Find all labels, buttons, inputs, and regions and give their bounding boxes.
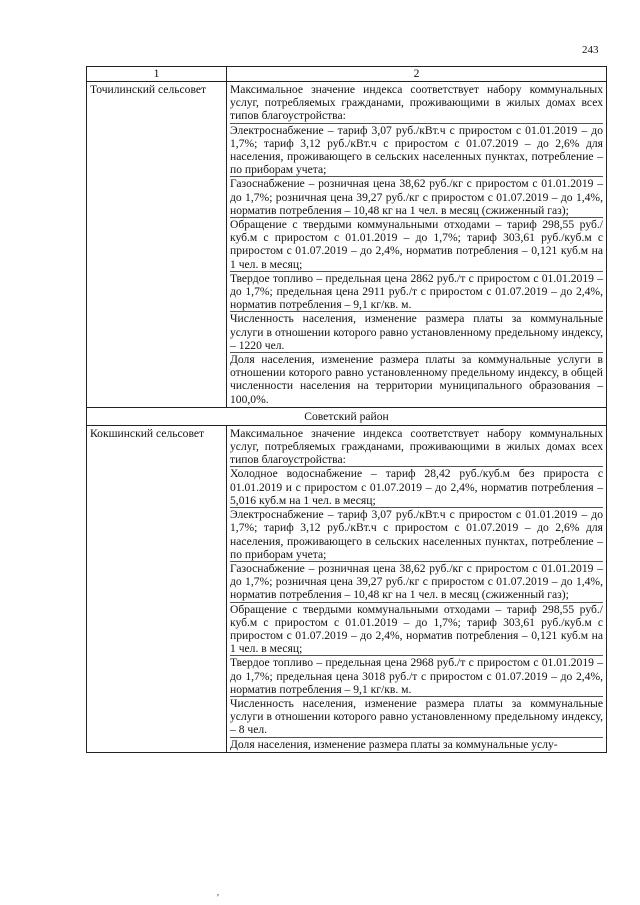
region-title: Советский район [87, 407, 607, 425]
table-row-kokshinsky [87, 425, 607, 752]
paragraph-gas: Газоснабжение – розничная цена 38,62 руб./кг с приростом с 01.01.2019 – до 1,7%; розничная цена 39,27 руб./кг с приростом с 01.07.2019 – до 1,4%, норматив потребления – 10,48 кг на 1 чел. в месяц (сжиженный газ); [230, 177, 603, 217]
paragraph-solid-fuel: Твердое топливо – предельная цена 2968 руб./т с приростом с 01.01.2019 – до 1,7%; предельная цена 3018 руб./т с приростом с 01.07.2019 – до 2,4%, норматив потребления – 9,1 кг/кв. м. [230, 656, 603, 696]
paragraph-waste: Обращение с твердыми коммунальными отходами – тариф 298,55 руб./куб.м с приростом с 01.01.2019 – до 1,7%; тариф 303,61 руб./куб.м с приростом с 01.07.2019 – до 2,4%, норматив потребления – 0,121 куб.м на 1 чел. в месяц; [230, 602, 603, 656]
region-row [87, 407, 607, 425]
municipality-name: Точилинский сельсовет [87, 82, 227, 408]
footer-mark: ′ [217, 893, 220, 904]
row-description [227, 425, 607, 752]
column-header-1: 1 [87, 67, 227, 82]
table-row-tochilinsky [87, 82, 607, 408]
paragraph-intro: Максимальное значение индекса соответствует набору коммунальных услуг, потребляемых гражданами, проживающими в жилых домах всех типов благоустройства: [230, 83, 603, 123]
paragraph-solid-fuel: Твердое топливо – предельная цена 2862 руб./т с приростом с 01.01.2019 – до 1,7%; предельная цена 2911 руб./т с приростом с 01.07.2019 – до 2,4%, норматив потребления – 9,1 кг/кв. м. [230, 271, 603, 312]
page-number: 243 [582, 44, 599, 56]
paragraph-population: Численность населения, изменение размера платы за коммунальные услуги в отношении которого равно установленному предельному индексу, – 1220 чел. [230, 312, 603, 352]
municipality-name: Кокшинский сельсовет [87, 425, 227, 752]
index-table [86, 66, 607, 753]
table-header-row [87, 67, 607, 82]
paragraph-electricity: Электроснабжение – тариф 3,07 руб./кВт.ч с приростом с 01.01.2019 – до 1,7%; тариф 3,12 руб./кВт.ч с приростом с 01.07.2019 – до 2,6% для населения, проживающего в сельских населенных пунктах, потребление – по приборам учета; [230, 508, 603, 561]
paragraph-gas: Газоснабжение – розничная цена 38,62 руб./кг с приростом с 01.01.2019 – до 1,7%; розничная цена 39,27 руб./кг с приростом с 01.07.2019 – до 1,4%, норматив потребления – 10,48 кг на 1 чел. в месяц (сжиженный газ); [230, 561, 603, 602]
paragraph-share: Доля населения, изменение размера платы за коммунальные услуги в отношении которого равно установленному предельному индексу, в общей численности населения на территории муниципального образования – 100,0%. [230, 353, 603, 406]
row-description [227, 82, 607, 408]
paragraph-population: Численность населения, изменение размера платы за коммунальные услуги в отношении которого равно установленному предельному индексу, – 8 чел. [230, 696, 603, 737]
paragraph-waste: Обращение с твердыми коммунальными отходами – тариф 298,55 руб./куб.м с приростом с 01.01.2019 – до 1,7%; тариф 303,61 руб./куб.м с приростом с 01.07.2019 – до 2,4%, норматив потребления – 0,121 куб.м на 1 чел. в месяц; [230, 218, 603, 271]
paragraph-intro: Максимальное значение индекса соответствует набору коммунальных услуг, потребляемых гражданами, проживающими в жилых домах всех типов благоустройства: [230, 426, 603, 467]
paragraph-share: Доля населения, изменение размера платы за коммунальные услу- [230, 737, 603, 751]
column-header-2: 2 [227, 67, 607, 82]
paragraph-electricity: Электроснабжение – тариф 3,07 руб./кВт.ч с приростом с 01.01.2019 – до 1,7%; тариф 3,12 руб./кВт.ч с приростом с 01.07.2019 – до 2,6% для населения, проживающего в сельских населенных пунктах, потребление – по приборам учета; [230, 123, 603, 177]
paragraph-cold-water: Холодное водоснабжение – тариф 28,42 руб./куб.м без прироста с 01.01.2019 и с приростом с 01.07.2019 – до 2,4%, норматив потребления – 5,016 куб.м на 1 чел. в месяц; [230, 467, 603, 507]
